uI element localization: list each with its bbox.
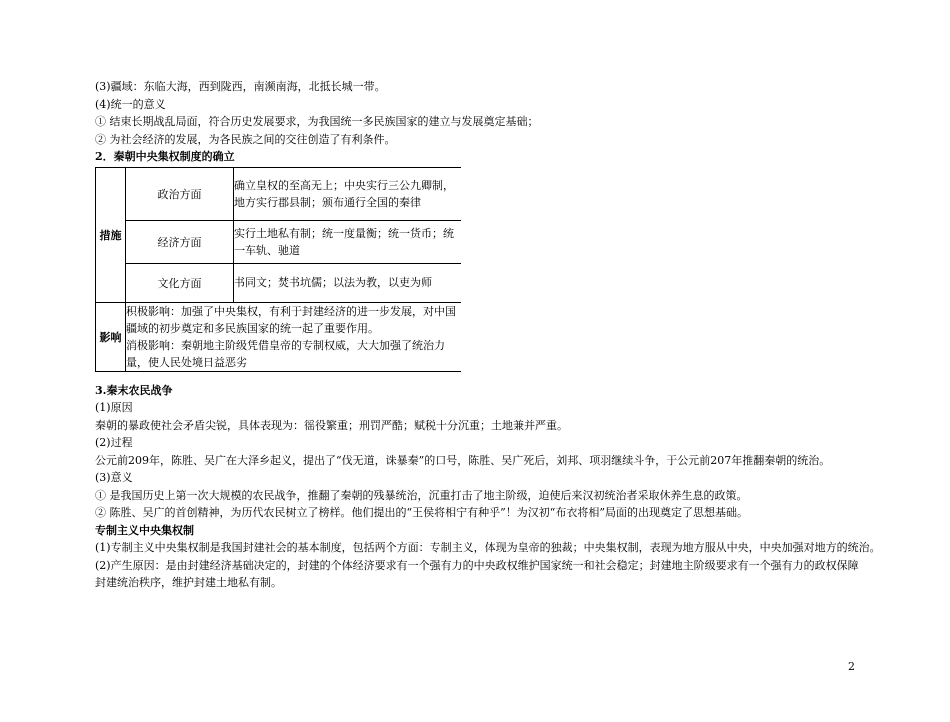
economic-content: 实行土地私有制；统一度量衡；统一货币；统一车轨、驰道 xyxy=(234,220,462,263)
section-2-title: 2．秦朝中央集权制度的确立 xyxy=(95,150,235,163)
impact-label: 影响 xyxy=(96,302,126,371)
meaning-point-2: ② 陈胜、吴广的首创精神，为历代农民树立了榜样。他们提出的“王侯将相宁有种乎”！为汉初“布衣将相”局面的出现奠定了思想基础。 xyxy=(95,506,748,519)
territory-line: (3)疆域：东临大海，西到陇西，南濒南海，北抵长城一带。 xyxy=(95,80,386,93)
autocracy-point-1: (1)专制主义中央集权制是我国封建社会的基本制度，包括两个方面：专制主义，体现为皇帝的独裁；中央集权制，表现为地方服从中央，中央加强对地方的统治。 xyxy=(95,541,881,554)
measures-label: 措施 xyxy=(96,167,126,302)
cultural-aspect: 文化方面 xyxy=(126,263,234,302)
page-number: 2 xyxy=(848,660,855,673)
economic-aspect: 经济方面 xyxy=(126,220,234,263)
unification-significance-heading: (4)统一的意义 xyxy=(95,97,166,111)
meaning-point-1: ① 是我国历史上第一次大规模的农民战争，推翻了秦朝的残暴统治，沉重打击了地主阶级，迫使后来汉初统治者采取休养生息的政策。 xyxy=(95,488,748,502)
political-aspect: 政治方面 xyxy=(126,167,234,220)
meaning-heading: (3)意义 xyxy=(95,471,133,484)
impact-negative: 消极影响：秦朝地主阶级凭借皇帝的专制权威，大大加强了统治力量，使人民处境日益恶劣 xyxy=(126,338,445,369)
impact-positive: 积极影响：加强了中央集权，有利于封建经济的进一步发展，对中国疆域的初步奠定和多民族国家的统一起了重要作用。 xyxy=(126,304,456,335)
autocracy-heading: 专制主义中央集权制 xyxy=(95,523,194,537)
process-heading: (2)过程 xyxy=(95,436,133,449)
political-content: 确立皇权的至高无上；中央实行三公九卿制，地方实行郡县制；颁布通行全国的秦律 xyxy=(234,167,462,220)
significance-point-1: ① 结束长期战乱局面，符合历史发展要求，为我国统一多民族国家的建立与发展奠定基础； xyxy=(95,115,539,128)
process-text: 公元前209年，陈胜、吴广在大泽乡起义，提出了“伐无道，诛暴秦”的口号，陈胜、吴广死后，刘邦、项羽继续斗争，于公元前207年推翻秦朝的统治。 xyxy=(95,453,831,467)
causes-text: 秦朝的暴政使社会矛盾尖锐，具体表现为：徭役繁重；刑罚严酷；赋税十分沉重；土地兼并严重。 xyxy=(95,418,568,432)
document-page xyxy=(95,78,881,592)
centralization-table xyxy=(95,167,461,372)
impact-cell xyxy=(126,302,462,371)
cultural-content: 书同文；焚书坑儒；以法为教，以吏为师 xyxy=(234,263,462,302)
autocracy-point-2-cont: 封建统治秩序，维护封建土地私有制。 xyxy=(95,576,282,589)
significance-point-2: ② 为社会经济的发展，为各民族之间的交往创造了有利条件。 xyxy=(95,132,396,146)
section-3-title: 3.秦末农民战争 xyxy=(95,383,173,397)
causes-heading: (1)原因 xyxy=(95,401,133,414)
autocracy-point-2: (2)产生原因：是由封建经济基础决定的，封建的个体经济要求有一个强有力的中央政权维护国家统一和社会稳定；封建地主阶级要求有一个强有力的政权保障 xyxy=(95,558,859,572)
